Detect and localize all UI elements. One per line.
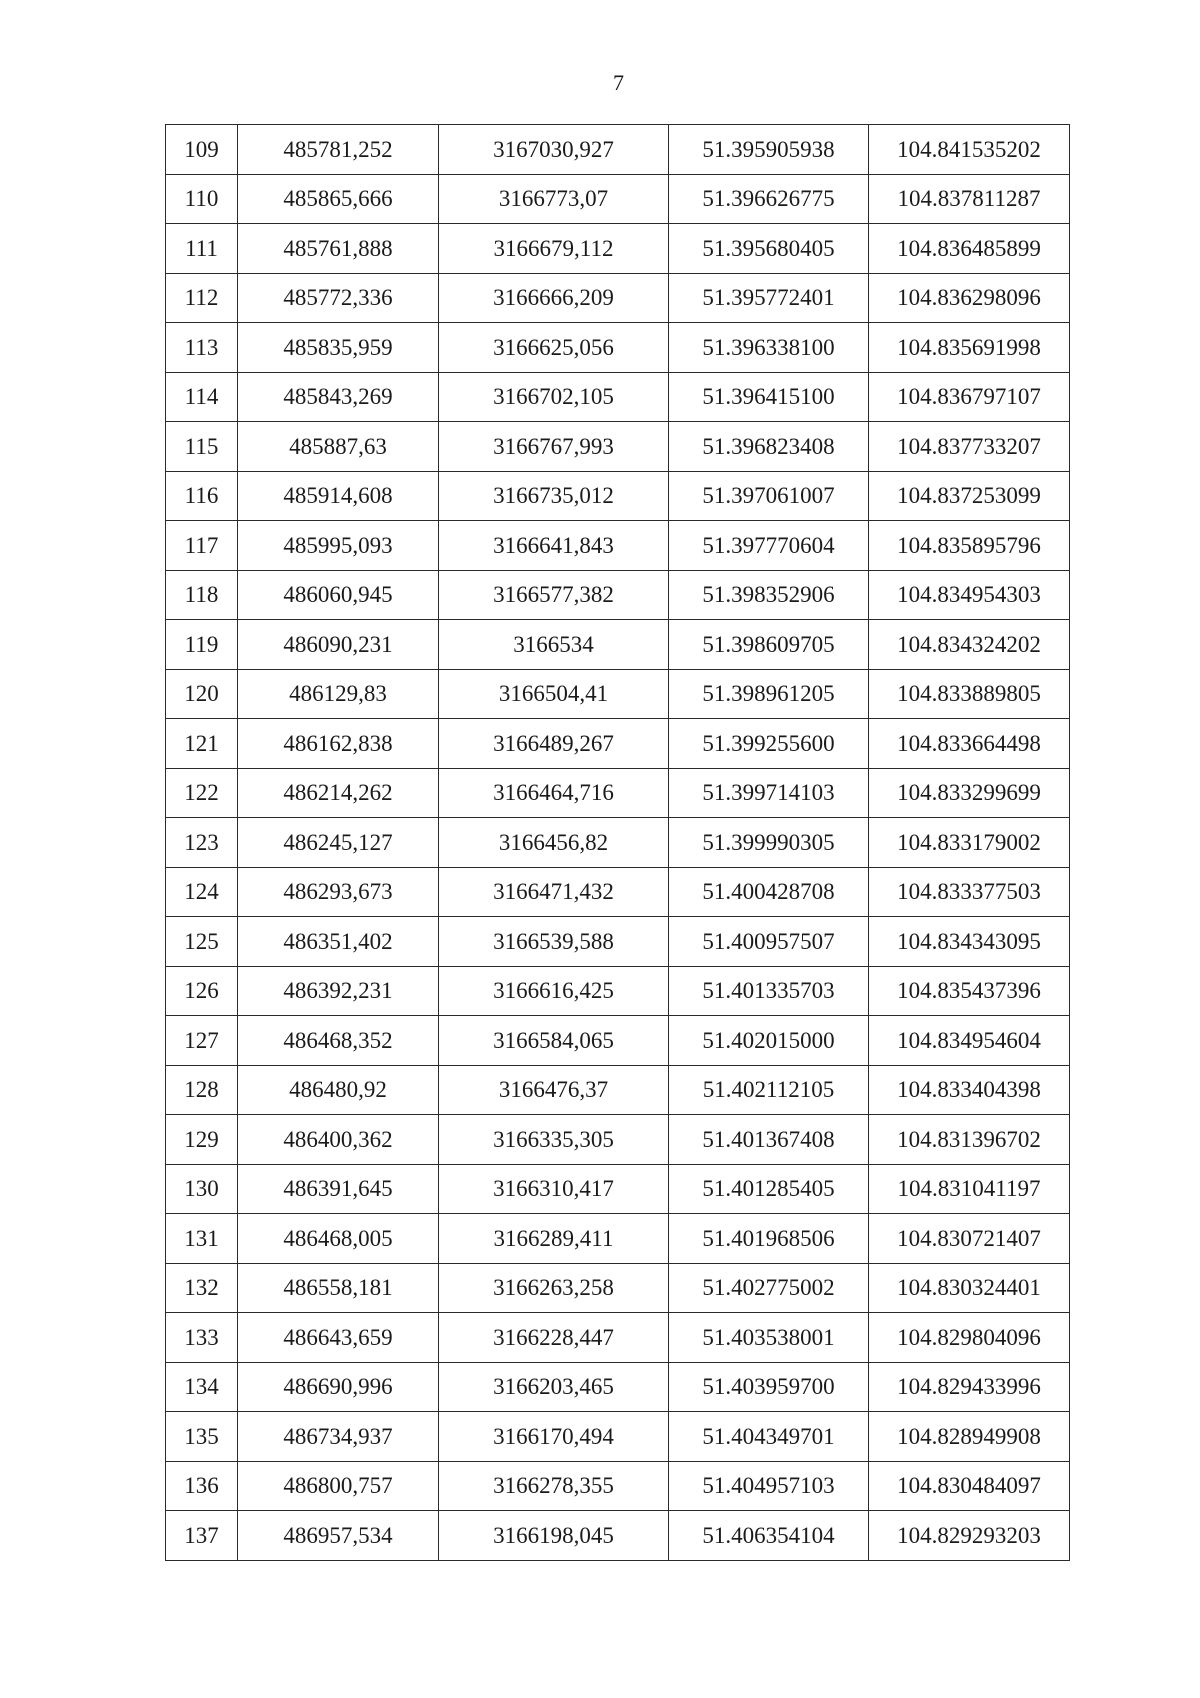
latitude-cell: 51.395905938 xyxy=(669,125,869,175)
x-coordinate-cell: 485887,63 xyxy=(238,422,439,472)
y-coordinate-cell: 3166625,056 xyxy=(439,323,669,373)
longitude-cell: 104.833664498 xyxy=(869,719,1070,769)
y-coordinate-cell: 3166489,267 xyxy=(439,719,669,769)
latitude-cell: 51.402775002 xyxy=(669,1263,869,1313)
y-coordinate-cell: 3166773,07 xyxy=(439,174,669,224)
x-coordinate-cell: 485761,888 xyxy=(238,224,439,274)
y-coordinate-cell: 3166584,065 xyxy=(439,1016,669,1066)
table-row xyxy=(166,1065,1070,1115)
y-coordinate-cell: 3166464,716 xyxy=(439,768,669,818)
x-coordinate-cell: 485772,336 xyxy=(238,273,439,323)
y-coordinate-cell: 3166228,447 xyxy=(439,1313,669,1363)
y-coordinate-cell: 3166263,258 xyxy=(439,1263,669,1313)
table-row xyxy=(166,323,1070,373)
longitude-cell: 104.829804096 xyxy=(869,1313,1070,1363)
x-coordinate-cell: 486214,262 xyxy=(238,768,439,818)
latitude-cell: 51.401367408 xyxy=(669,1115,869,1165)
y-coordinate-cell: 3166767,993 xyxy=(439,422,669,472)
table-row xyxy=(166,620,1070,670)
longitude-cell: 104.834954604 xyxy=(869,1016,1070,1066)
table-row xyxy=(166,224,1070,274)
x-coordinate-cell: 486800,757 xyxy=(238,1461,439,1511)
y-coordinate-cell: 3166476,37 xyxy=(439,1065,669,1115)
x-coordinate-cell: 486468,005 xyxy=(238,1214,439,1264)
table-row xyxy=(166,570,1070,620)
point-number-cell: 120 xyxy=(166,669,238,719)
coordinates-table-body xyxy=(166,125,1070,1561)
y-coordinate-cell: 3166702,105 xyxy=(439,372,669,422)
table-row xyxy=(166,125,1070,175)
point-number-cell: 125 xyxy=(166,917,238,967)
table-row xyxy=(166,818,1070,868)
y-coordinate-cell: 3166534 xyxy=(439,620,669,670)
latitude-cell: 51.395772401 xyxy=(669,273,869,323)
table-row xyxy=(166,966,1070,1016)
x-coordinate-cell: 486468,352 xyxy=(238,1016,439,1066)
point-number-cell: 109 xyxy=(166,125,238,175)
table-row xyxy=(166,768,1070,818)
point-number-cell: 134 xyxy=(166,1362,238,1412)
table-row xyxy=(166,174,1070,224)
latitude-cell: 51.400957507 xyxy=(669,917,869,967)
x-coordinate-cell: 486400,362 xyxy=(238,1115,439,1165)
table-row xyxy=(166,719,1070,769)
latitude-cell: 51.402112105 xyxy=(669,1065,869,1115)
table-row xyxy=(166,917,1070,967)
table-row xyxy=(166,1461,1070,1511)
longitude-cell: 104.829433996 xyxy=(869,1362,1070,1412)
longitude-cell: 104.834324202 xyxy=(869,620,1070,670)
point-number-cell: 110 xyxy=(166,174,238,224)
table-row xyxy=(166,372,1070,422)
latitude-cell: 51.401968506 xyxy=(669,1214,869,1264)
y-coordinate-cell: 3166289,411 xyxy=(439,1214,669,1264)
latitude-cell: 51.396626775 xyxy=(669,174,869,224)
x-coordinate-cell: 486391,645 xyxy=(238,1164,439,1214)
x-coordinate-cell: 486351,402 xyxy=(238,917,439,967)
table-row xyxy=(166,422,1070,472)
longitude-cell: 104.836485899 xyxy=(869,224,1070,274)
latitude-cell: 51.399990305 xyxy=(669,818,869,868)
longitude-cell: 104.830721407 xyxy=(869,1214,1070,1264)
x-coordinate-cell: 485781,252 xyxy=(238,125,439,175)
point-number-cell: 136 xyxy=(166,1461,238,1511)
y-coordinate-cell: 3166679,112 xyxy=(439,224,669,274)
longitude-cell: 104.831041197 xyxy=(869,1164,1070,1214)
latitude-cell: 51.398961205 xyxy=(669,669,869,719)
y-coordinate-cell: 3166735,012 xyxy=(439,471,669,521)
page-number: 7 xyxy=(613,70,624,95)
longitude-cell: 104.836298096 xyxy=(869,273,1070,323)
longitude-cell: 104.830324401 xyxy=(869,1263,1070,1313)
table-row xyxy=(166,1214,1070,1264)
y-coordinate-cell: 3166641,843 xyxy=(439,521,669,571)
longitude-cell: 104.830484097 xyxy=(869,1461,1070,1511)
table-row xyxy=(166,1412,1070,1462)
x-coordinate-cell: 486392,231 xyxy=(238,966,439,1016)
x-coordinate-cell: 486060,945 xyxy=(238,570,439,620)
y-coordinate-cell: 3166539,588 xyxy=(439,917,669,967)
point-number-cell: 130 xyxy=(166,1164,238,1214)
y-coordinate-cell: 3166616,425 xyxy=(439,966,669,1016)
longitude-cell: 104.834954303 xyxy=(869,570,1070,620)
point-number-cell: 112 xyxy=(166,273,238,323)
x-coordinate-cell: 486245,127 xyxy=(238,818,439,868)
y-coordinate-cell: 3166203,465 xyxy=(439,1362,669,1412)
latitude-cell: 51.402015000 xyxy=(669,1016,869,1066)
point-number-cell: 117 xyxy=(166,521,238,571)
latitude-cell: 51.396823408 xyxy=(669,422,869,472)
table-row xyxy=(166,273,1070,323)
table-row xyxy=(166,1115,1070,1165)
x-coordinate-cell: 486129,83 xyxy=(238,669,439,719)
y-coordinate-cell: 3166504,41 xyxy=(439,669,669,719)
longitude-cell: 104.833377503 xyxy=(869,867,1070,917)
y-coordinate-cell: 3166577,382 xyxy=(439,570,669,620)
point-number-cell: 133 xyxy=(166,1313,238,1363)
table-row xyxy=(166,521,1070,571)
y-coordinate-cell: 3167030,927 xyxy=(439,125,669,175)
longitude-cell: 104.837253099 xyxy=(869,471,1070,521)
y-coordinate-cell: 3166666,209 xyxy=(439,273,669,323)
x-coordinate-cell: 486558,181 xyxy=(238,1263,439,1313)
point-number-cell: 129 xyxy=(166,1115,238,1165)
y-coordinate-cell: 3166456,82 xyxy=(439,818,669,868)
y-coordinate-cell: 3166310,417 xyxy=(439,1164,669,1214)
table-row xyxy=(166,1313,1070,1363)
longitude-cell: 104.833889805 xyxy=(869,669,1070,719)
latitude-cell: 51.404349701 xyxy=(669,1412,869,1462)
longitude-cell: 104.836797107 xyxy=(869,372,1070,422)
point-number-cell: 127 xyxy=(166,1016,238,1066)
point-number-cell: 122 xyxy=(166,768,238,818)
table-row xyxy=(166,1362,1070,1412)
point-number-cell: 124 xyxy=(166,867,238,917)
longitude-cell: 104.828949908 xyxy=(869,1412,1070,1462)
latitude-cell: 51.399255600 xyxy=(669,719,869,769)
x-coordinate-cell: 485865,666 xyxy=(238,174,439,224)
latitude-cell: 51.406354104 xyxy=(669,1511,869,1561)
longitude-cell: 104.835691998 xyxy=(869,323,1070,373)
table-row xyxy=(166,471,1070,521)
latitude-cell: 51.403538001 xyxy=(669,1313,869,1363)
point-number-cell: 114 xyxy=(166,372,238,422)
longitude-cell: 104.834343095 xyxy=(869,917,1070,967)
x-coordinate-cell: 486734,937 xyxy=(238,1412,439,1462)
longitude-cell: 104.829293203 xyxy=(869,1511,1070,1561)
latitude-cell: 51.401335703 xyxy=(669,966,869,1016)
point-number-cell: 135 xyxy=(166,1412,238,1462)
latitude-cell: 51.400428708 xyxy=(669,867,869,917)
y-coordinate-cell: 3166278,355 xyxy=(439,1461,669,1511)
point-number-cell: 126 xyxy=(166,966,238,1016)
point-number-cell: 115 xyxy=(166,422,238,472)
point-number-cell: 131 xyxy=(166,1214,238,1264)
point-number-cell: 123 xyxy=(166,818,238,868)
y-coordinate-cell: 3166198,045 xyxy=(439,1511,669,1561)
x-coordinate-cell: 486643,659 xyxy=(238,1313,439,1363)
latitude-cell: 51.404957103 xyxy=(669,1461,869,1511)
x-coordinate-cell: 485843,269 xyxy=(238,372,439,422)
longitude-cell: 104.833299699 xyxy=(869,768,1070,818)
longitude-cell: 104.831396702 xyxy=(869,1115,1070,1165)
table-row xyxy=(166,867,1070,917)
longitude-cell: 104.841535202 xyxy=(869,125,1070,175)
longitude-cell: 104.833404398 xyxy=(869,1065,1070,1115)
table-row xyxy=(166,1016,1070,1066)
latitude-cell: 51.396338100 xyxy=(669,323,869,373)
latitude-cell: 51.399714103 xyxy=(669,768,869,818)
point-number-cell: 119 xyxy=(166,620,238,670)
latitude-cell: 51.403959700 xyxy=(669,1362,869,1412)
point-number-cell: 128 xyxy=(166,1065,238,1115)
x-coordinate-cell: 486293,673 xyxy=(238,867,439,917)
y-coordinate-cell: 3166170,494 xyxy=(439,1412,669,1462)
latitude-cell: 51.397061007 xyxy=(669,471,869,521)
point-number-cell: 116 xyxy=(166,471,238,521)
longitude-cell: 104.833179002 xyxy=(869,818,1070,868)
table-row xyxy=(166,1511,1070,1561)
y-coordinate-cell: 3166471,432 xyxy=(439,867,669,917)
point-number-cell: 111 xyxy=(166,224,238,274)
latitude-cell: 51.397770604 xyxy=(669,521,869,571)
x-coordinate-cell: 486957,534 xyxy=(238,1511,439,1561)
point-number-cell: 137 xyxy=(166,1511,238,1561)
longitude-cell: 104.835895796 xyxy=(869,521,1070,571)
latitude-cell: 51.395680405 xyxy=(669,224,869,274)
x-coordinate-cell: 486690,996 xyxy=(238,1362,439,1412)
point-number-cell: 113 xyxy=(166,323,238,373)
table-row xyxy=(166,1164,1070,1214)
x-coordinate-cell: 485914,608 xyxy=(238,471,439,521)
coordinates-table xyxy=(165,124,1070,1561)
longitude-cell: 104.835437396 xyxy=(869,966,1070,1016)
table-row xyxy=(166,669,1070,719)
x-coordinate-cell: 486162,838 xyxy=(238,719,439,769)
point-number-cell: 132 xyxy=(166,1263,238,1313)
longitude-cell: 104.837733207 xyxy=(869,422,1070,472)
latitude-cell: 51.396415100 xyxy=(669,372,869,422)
table-row xyxy=(166,1263,1070,1313)
x-coordinate-cell: 485995,093 xyxy=(238,521,439,571)
x-coordinate-cell: 486480,92 xyxy=(238,1065,439,1115)
point-number-cell: 121 xyxy=(166,719,238,769)
point-number-cell: 118 xyxy=(166,570,238,620)
x-coordinate-cell: 485835,959 xyxy=(238,323,439,373)
y-coordinate-cell: 3166335,305 xyxy=(439,1115,669,1165)
latitude-cell: 51.398609705 xyxy=(669,620,869,670)
x-coordinate-cell: 486090,231 xyxy=(238,620,439,670)
longitude-cell: 104.837811287 xyxy=(869,174,1070,224)
latitude-cell: 51.401285405 xyxy=(669,1164,869,1214)
latitude-cell: 51.398352906 xyxy=(669,570,869,620)
